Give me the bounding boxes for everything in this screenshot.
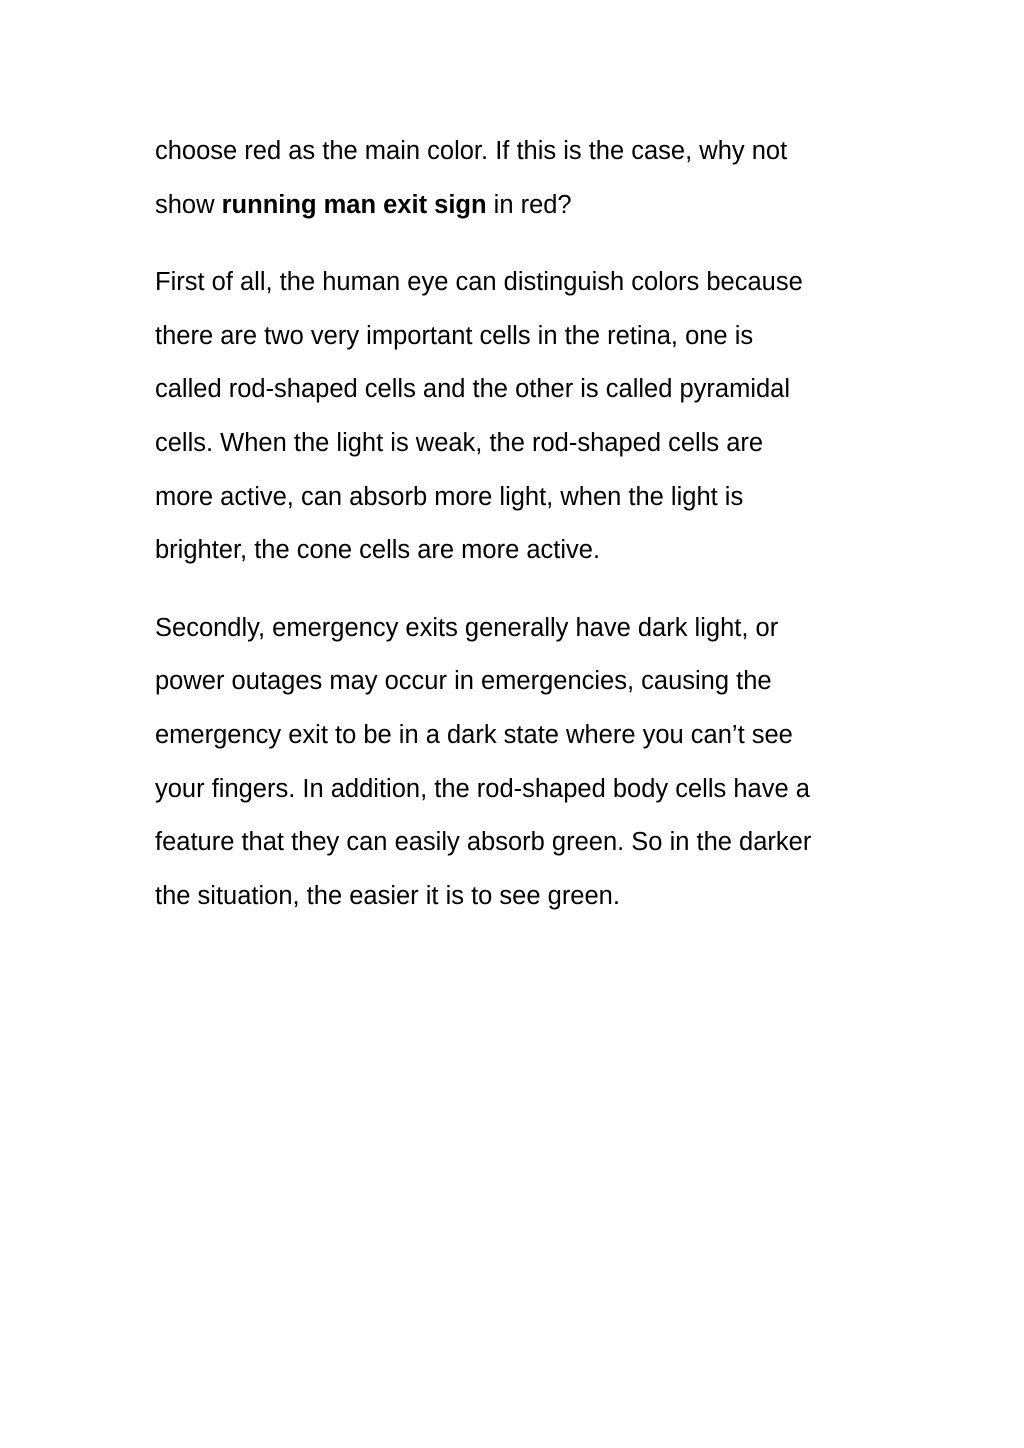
paragraph-1-line-2-end: in red?	[486, 190, 572, 219]
paragraph-1	[155, 125, 875, 232]
paragraph-2-line-5: more active, can absorb more light, when the light is	[155, 482, 744, 511]
paragraph-2-line-1: First of all, the human eye can distinguish colors because	[155, 268, 803, 297]
paragraph-3-line-2: power outages may occur in emergencies, causing the	[155, 667, 772, 696]
paragraph-3-line-5: feature that they can easily absorb green. So in the darker	[155, 828, 812, 857]
document-body	[155, 125, 875, 923]
paragraph-2-line-4: cells. When the light is weak, the rod-shaped cells are	[155, 428, 764, 457]
paragraph-1-line-2-start: show	[155, 190, 222, 219]
paragraph-2-line-2: there are two very important cells in the retina, one is	[155, 321, 754, 350]
paragraph-2-line-3: called rod-shaped cells and the other is called pyramidal	[155, 375, 791, 404]
paragraph-3-line-3: emergency exit to be in a dark state where you can’t see	[155, 720, 793, 749]
paragraph-3-line-1: Secondly, emergency exits generally have dark light, or	[155, 613, 779, 642]
paragraph-3-line-6: the situation, the easier it is to see green.	[155, 881, 620, 910]
bold-phrase: running man exit sign	[221, 190, 487, 219]
paragraph-1-line-1: choose red as the main color. If this is the case, why not	[155, 137, 788, 165]
paragraph-3-line-4: your fingers. In addition, the rod-shaped body cells have a	[155, 774, 810, 803]
paragraph-2	[155, 256, 875, 578]
paragraph-3	[155, 602, 875, 924]
paragraph-2-line-6: brighter, the cone cells are more active.	[155, 536, 601, 565]
